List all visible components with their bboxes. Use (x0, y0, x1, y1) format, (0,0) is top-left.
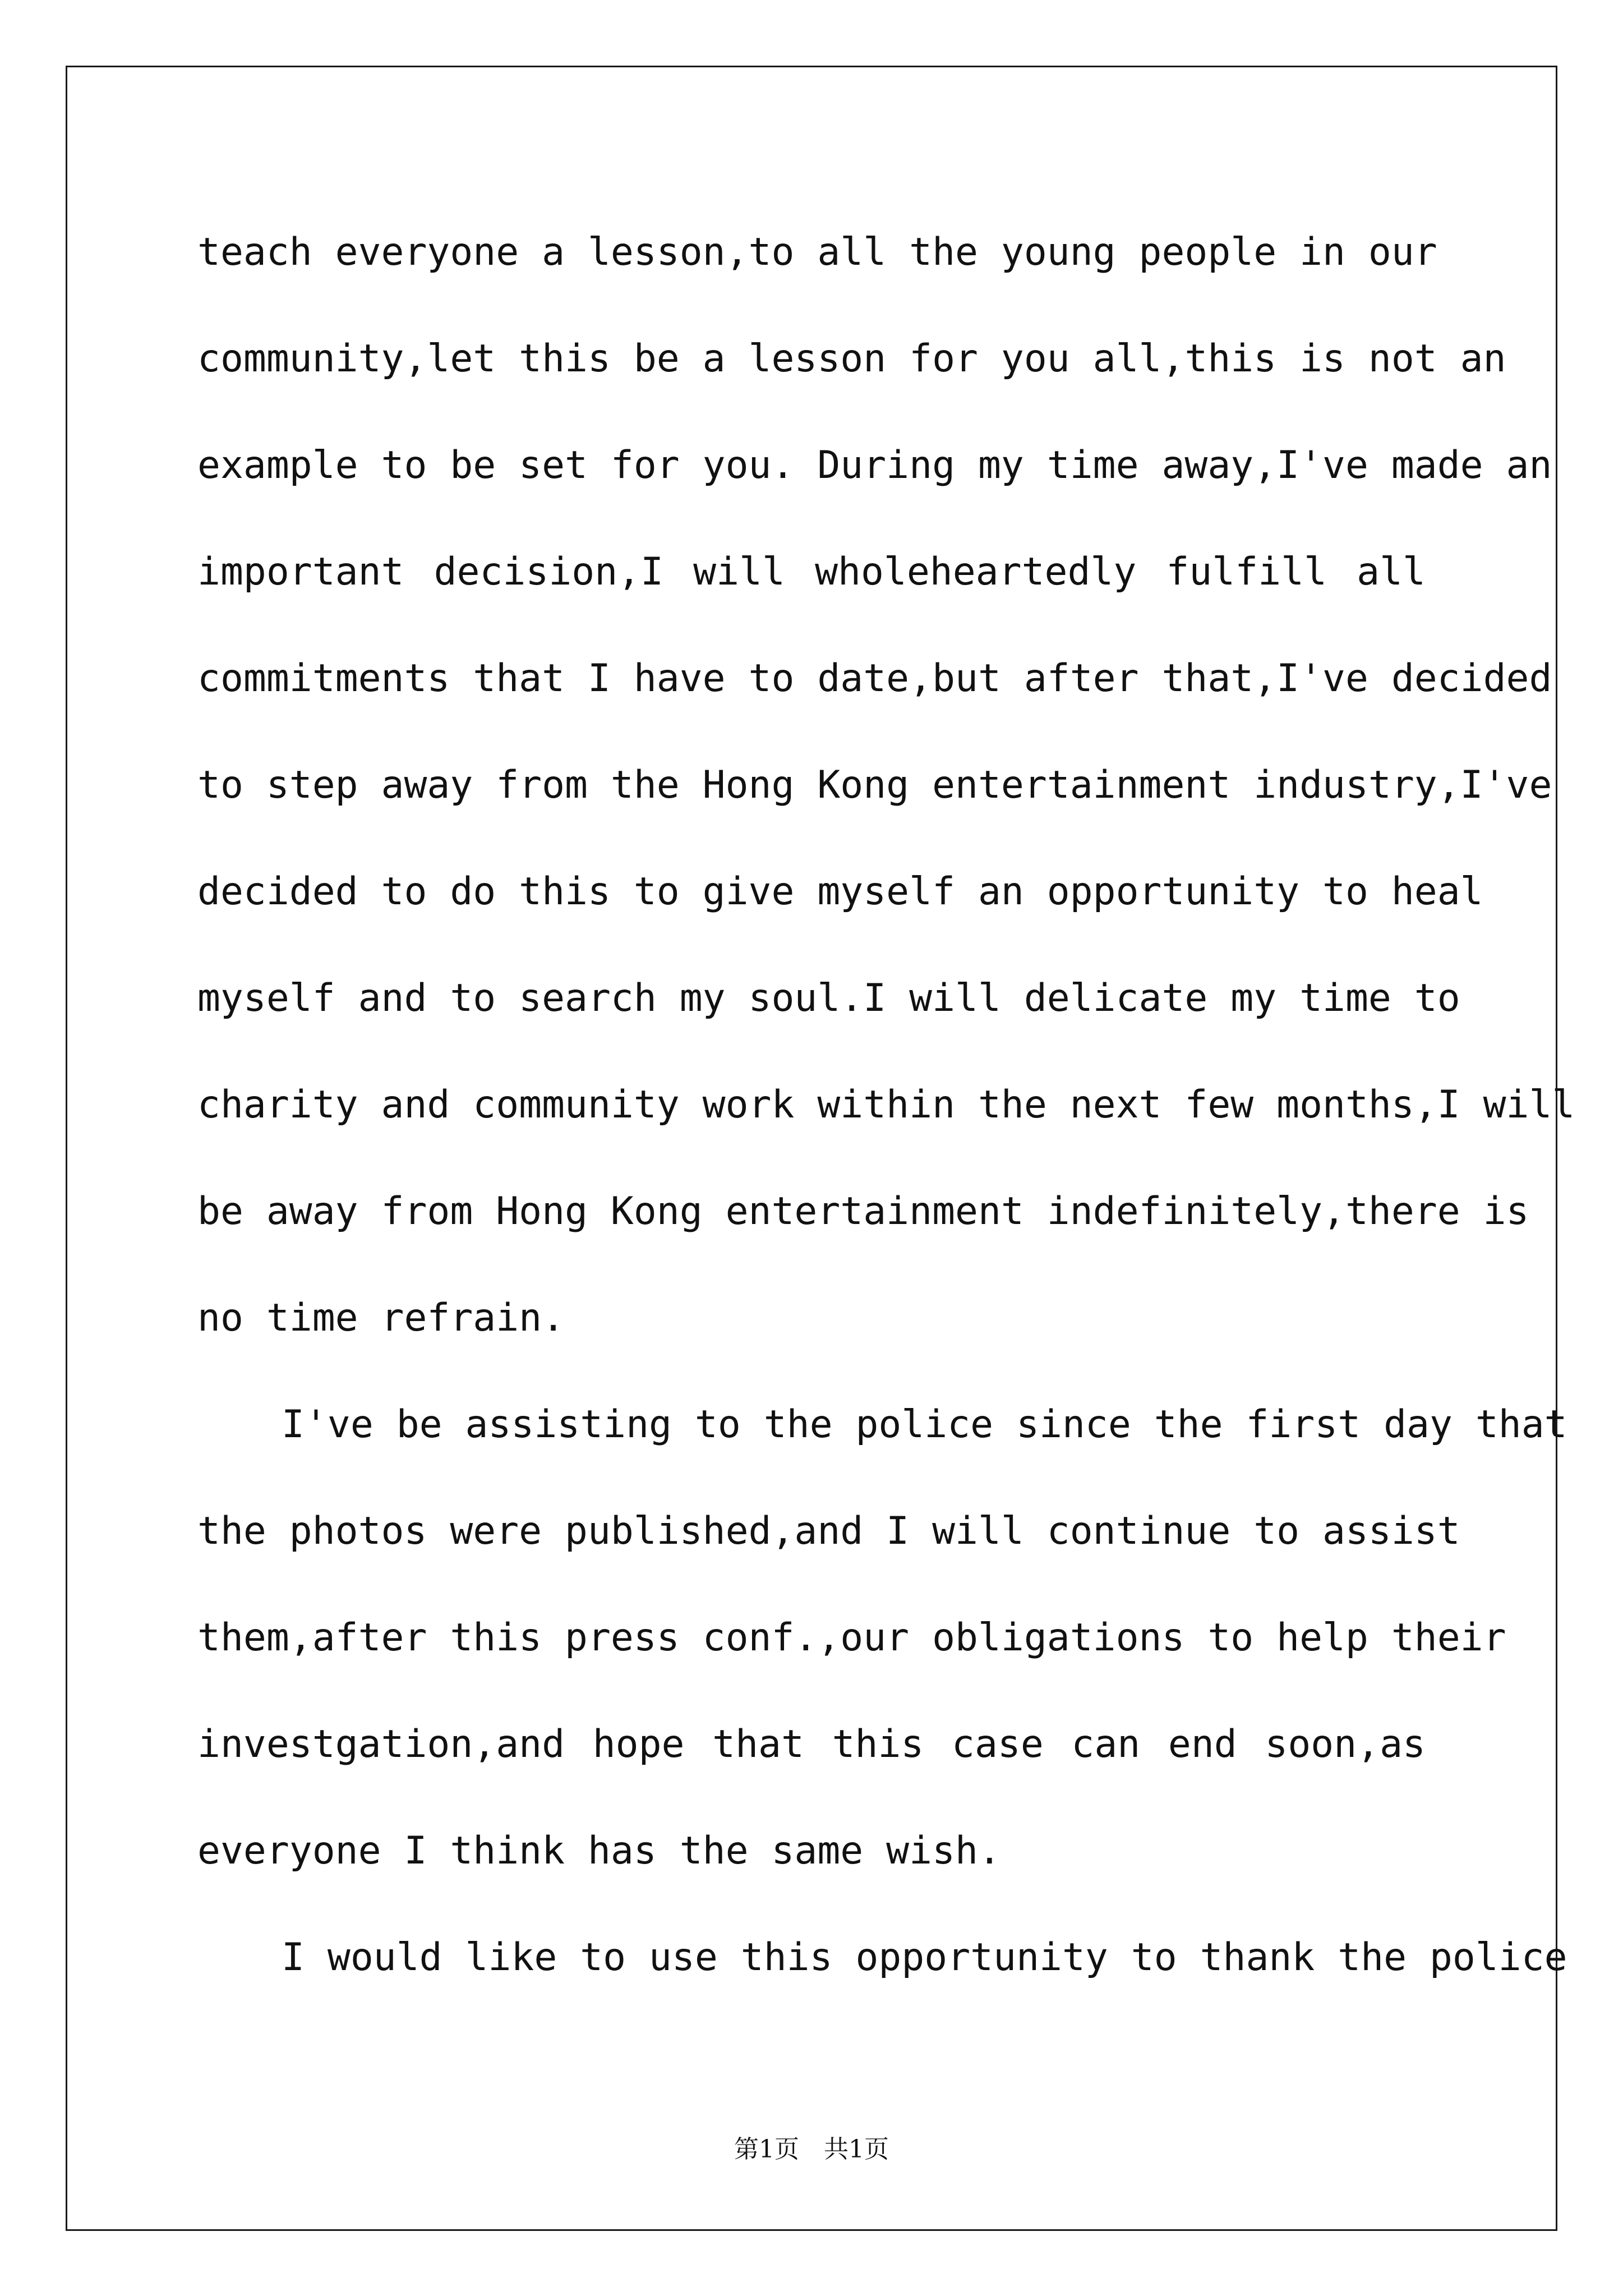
page-footer: 第1页 共1页 (734, 2135, 889, 2164)
text-line-10: be away from Hong Kong entertainment indefinitely,there is (197, 1189, 1529, 1234)
text-line-1: teach everyone a lesson,to all the young people in our (197, 230, 1437, 274)
text-line-5: commitments that I have to date,but after that,I've decided (197, 656, 1552, 701)
text-line-14: them,after this press conf.,our obligations to help their (197, 1616, 1506, 1660)
text-line-9: charity and community work within the next few months,I will (197, 1083, 1575, 1127)
text-line-15: investgation,and hope that this case can end soon,as (197, 1722, 1426, 1766)
text-line-12: I've be assisting to the police since the first day that (282, 1402, 1567, 1447)
text-line-8: myself and to search my soul.I will delicate my time to (197, 976, 1460, 1020)
text-line-17: I would like to use this opportunity to thank the police (282, 1935, 1567, 1980)
text-line-3: example to be set for you. During my time away,I've made an (197, 443, 1552, 487)
document-body (197, 219, 1575, 2031)
text-line-13: the photos were published,and I will continue to assist (197, 1509, 1460, 1553)
text-line-2: community,let this be a lesson for you all,this is not an (197, 337, 1506, 381)
text-line-7: decided to do this to give myself an opportunity to heal (197, 869, 1483, 914)
text-line-16: everyone I think has the same wish. (197, 1829, 1001, 1873)
text-line-11: no time refrain. (197, 1296, 565, 1340)
text-line-6: to step away from the Hong Kong entertainment industry,I've (197, 763, 1552, 807)
text-line-4: important decision,I will wholeheartedly fulfill all (197, 550, 1426, 594)
